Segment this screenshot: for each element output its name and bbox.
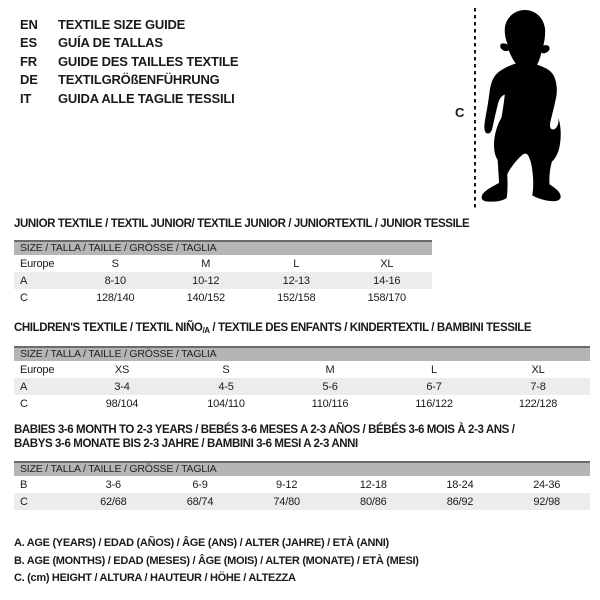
table-row-sizes (14, 361, 590, 378)
children-section-title (14, 322, 531, 335)
language-code: DE (20, 72, 38, 88)
table-cell: S (111, 257, 119, 270)
footnote-a: A. AGE (YEARS) / EDAD (AÑOS) / ÂGE (ANS) / ALTER (JAHRE) / ETÀ (ANNI) (14, 537, 389, 549)
table-cell: 18-24 (446, 478, 474, 491)
table-cell: B (20, 478, 28, 491)
table-cell: 128/140 (96, 291, 135, 304)
table-cell: C (20, 495, 28, 508)
children-title-sub: /A (202, 326, 210, 335)
table-cell: 24-36 (533, 478, 561, 491)
language-list (20, 15, 238, 108)
table-cell: 68/74 (186, 495, 214, 508)
footnote-b: B. AGE (MONTHS) / EDAD (MESES) / ÂGE (MOIS) / ALTER (MONATE) / ETÀ (MESI) (14, 554, 419, 567)
table-cell: C (20, 291, 28, 304)
table-cell: A (20, 274, 28, 287)
table-row-age (14, 378, 590, 395)
table-cell: XS (114, 363, 130, 376)
babies-title-line2: BABYS 3-6 MONATE BIS 2-3 JAHRE / BAMBINI 3-6 MESI A 2-3 ANNI (14, 438, 358, 450)
table-cell: S (222, 363, 230, 376)
table-row-height (14, 493, 590, 510)
language-label: TEXTILGRÖßENFÜHRUNG (58, 72, 220, 88)
height-measure-label: C (455, 105, 465, 120)
size-header-bar: SIZE / TALLA / TAILLE / GRÖSSE / TAGLIA (14, 346, 590, 361)
table-row-height (14, 289, 432, 306)
table-row-sizes (14, 255, 432, 272)
table-row-age-months (14, 476, 590, 493)
language-label: GUIDE DES TAILLES TEXTILE (58, 53, 239, 69)
language-row-it (20, 89, 238, 108)
junior-section-title: JUNIOR TEXTILE / TEXTIL JUNIOR/ TEXTILE JUNIOR / JUNIORTEXTIL / JUNIOR TESSILE (14, 218, 470, 230)
table-cell: Europe (20, 257, 55, 270)
babies-section-title (14, 423, 515, 451)
table-cell: 7-8 (530, 380, 546, 393)
table-cell: 62/68 (100, 495, 127, 508)
table-cell: 140/152 (186, 291, 225, 304)
table-cell: 8-10 (104, 274, 126, 287)
children-title-pre: CHILDREN'S TEXTILE / TEXTIL NIÑO (14, 322, 203, 334)
table-cell: 12-18 (359, 478, 387, 491)
junior-size-table (14, 240, 432, 306)
table-cell: 3-4 (114, 380, 130, 393)
table-cell: 10-12 (192, 274, 220, 287)
table-cell: C (20, 397, 28, 410)
language-row-fr (20, 52, 238, 71)
table-row-age (14, 272, 432, 289)
footnote-c: C. (cm) HEIGHT / ALTURA / HAUTEUR / HÖHE / ALTEZZA (14, 572, 296, 584)
language-code: EN (20, 16, 38, 32)
legend-footnotes (14, 535, 419, 588)
language-label: GUIDA ALLE TAGLIE TESSILI (58, 90, 235, 106)
table-cell: XL (531, 363, 545, 376)
language-code: FR (20, 53, 37, 69)
babies-size-table (14, 461, 590, 510)
table-cell: M (325, 363, 335, 376)
children-title-post: / TEXTILE DES ENFANTS / KINDERTEXTIL / BAMBINI TESSILE (209, 322, 532, 334)
table-cell: 152/158 (277, 291, 316, 304)
table-row-height (14, 395, 590, 412)
table-cell: 74/80 (273, 495, 300, 508)
table-cell: 92/98 (533, 495, 560, 508)
table-cell: M (201, 257, 211, 270)
table-cell: A (20, 380, 28, 393)
table-cell: 80/86 (360, 495, 387, 508)
language-code: ES (20, 35, 37, 51)
table-cell: 116/122 (415, 397, 453, 410)
table-cell: 12-13 (282, 274, 310, 287)
language-row-de (20, 71, 238, 90)
height-dashed-line (474, 8, 476, 208)
table-cell: 5-6 (322, 380, 338, 393)
table-cell: 6-9 (192, 478, 208, 491)
table-cell: 9-12 (276, 478, 298, 491)
size-header-bar: SIZE / TALLA / TAILLE / GRÖSSE / TAGLIA (14, 461, 590, 476)
table-cell: XL (380, 257, 394, 270)
table-cell: L (431, 363, 437, 376)
language-code: IT (20, 90, 32, 106)
table-cell: 3-6 (105, 478, 121, 491)
table-cell: 6-7 (426, 380, 442, 393)
language-label: GUÍA DE TALLAS (58, 35, 163, 51)
table-cell: 158/170 (367, 291, 406, 304)
table-cell: L (293, 257, 300, 270)
baby-silhouette-icon (477, 8, 573, 206)
language-row-en (20, 15, 238, 34)
table-cell: 86/92 (446, 495, 474, 508)
language-label: TEXTILE SIZE GUIDE (58, 16, 186, 32)
size-header-bar: SIZE / TALLA / TAILLE / GRÖSSE / TAGLIA (14, 240, 432, 255)
table-cell: 4-5 (218, 380, 234, 393)
table-cell: 14-16 (373, 274, 401, 287)
babies-title-line1: BABIES 3-6 MONTH TO 2-3 YEARS / BEBÉS 3-6 MESES A 2-3 AÑOS / BÉBÉS 3-6 MOIS À 2-3 ANS / (14, 424, 515, 436)
table-cell: 98/104 (105, 397, 139, 410)
table-cell: 104/110 (207, 397, 245, 410)
table-cell: 122/128 (518, 397, 558, 410)
table-cell: 110/116 (311, 397, 349, 410)
table-cell: Europe (20, 363, 55, 376)
language-row-es (20, 34, 238, 53)
children-size-table (14, 346, 590, 412)
